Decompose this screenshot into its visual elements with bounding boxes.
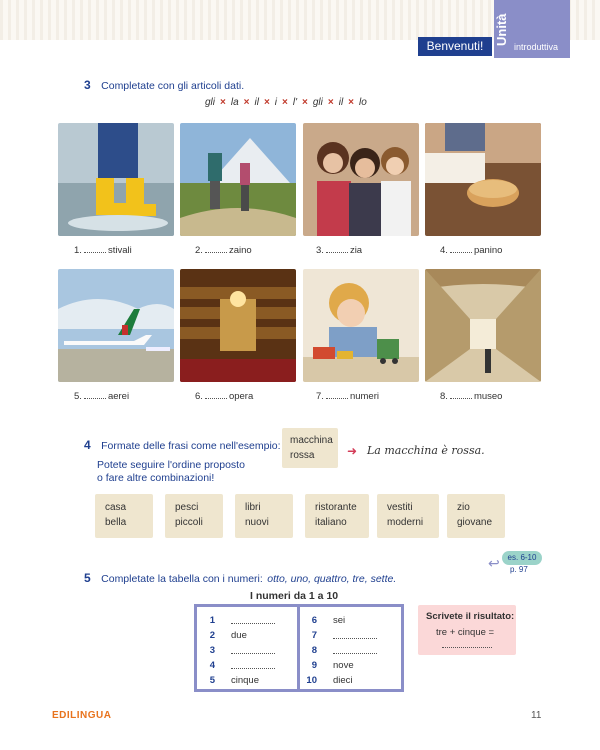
blank-line xyxy=(333,645,377,654)
word-card: ristorante italiano xyxy=(305,494,369,538)
separator: × xyxy=(263,97,270,108)
note-title: Scrivete il risultato: xyxy=(426,611,515,622)
table-title: I numeri da 1 a 10 xyxy=(250,590,339,602)
article: la xyxy=(230,97,239,108)
table-row: 6 sei xyxy=(311,615,346,626)
exercise-words: otto, uno, quattro, tre, sette. xyxy=(267,573,397,585)
table-column-right xyxy=(303,613,393,688)
word-card: zio giovane xyxy=(447,494,505,538)
article: gli xyxy=(312,97,323,108)
table-column-left xyxy=(201,613,291,688)
exercise-number: 4 xyxy=(84,438,91,452)
word-card: casa bella xyxy=(95,494,153,538)
numbers-table xyxy=(194,604,404,692)
example-card: macchina rossa xyxy=(282,428,338,468)
blank-line xyxy=(231,645,275,654)
word-card: vestiti moderni xyxy=(377,494,439,538)
exercise-3-title xyxy=(84,76,244,94)
exercise-number: 3 xyxy=(84,78,91,92)
separator: × xyxy=(348,97,355,108)
exercise-4-title xyxy=(84,436,281,454)
article: il xyxy=(254,97,259,108)
publisher-logo: EDILINGUA xyxy=(52,710,112,721)
exercise-4-hint-1: Potete seguire l'ordine proposto xyxy=(97,459,245,471)
photo-family xyxy=(303,123,419,236)
blank-line xyxy=(442,647,492,648)
reference-page: p. 97 xyxy=(510,565,528,574)
separator: × xyxy=(282,97,288,108)
table-row: 9 nove xyxy=(311,660,354,671)
table-row: 7 xyxy=(303,628,393,643)
article: l' xyxy=(292,97,298,108)
section-tag: Benvenuti! xyxy=(418,37,492,56)
caption-4: 4. panino xyxy=(440,245,503,256)
table-row: 10 dieci xyxy=(306,675,353,686)
table-row: 8 xyxy=(303,643,393,658)
result-note xyxy=(418,605,516,655)
photo-boots xyxy=(58,123,174,236)
article: il xyxy=(338,97,344,108)
table-row: 4 xyxy=(201,658,291,673)
reference-arrow-icon: ↩ xyxy=(488,555,500,571)
separator: × xyxy=(243,97,250,108)
arrow-icon: ➜ xyxy=(347,444,358,458)
article-list xyxy=(205,97,367,108)
caption-5: 5. aerei xyxy=(74,391,130,402)
article: i xyxy=(274,97,278,108)
exercise-5-title xyxy=(84,569,396,587)
note-expression: tre + cinque = xyxy=(436,627,495,638)
caption-6: 6. opera xyxy=(195,391,254,402)
exercise-instruction: Completate la tabella con i numeri: xyxy=(101,573,263,585)
caption-3: 3. zia xyxy=(316,245,363,256)
reference-badge: es. 6-10 xyxy=(502,551,542,565)
caption-2: 2. zaino xyxy=(195,245,252,256)
table-row: 3 xyxy=(201,643,291,658)
separator: × xyxy=(302,97,308,108)
exercise-instruction: Completate con gli articoli dati. xyxy=(101,80,245,92)
photo-planes xyxy=(58,269,174,382)
caption-8: 8. museo xyxy=(440,391,503,402)
table-row: 5 cinque xyxy=(209,675,259,686)
word-card: pesci piccoli xyxy=(165,494,223,538)
table-row: 2 due xyxy=(209,630,247,641)
exercise-4-hint-2: o fare altre combinazioni! xyxy=(97,472,215,484)
page-number: 11 xyxy=(531,710,542,721)
table-row: 1 xyxy=(201,613,291,628)
caption-1: 1. stivali xyxy=(74,245,132,256)
photo-hikers xyxy=(180,123,296,236)
separator: × xyxy=(220,97,226,108)
example-answer: La macchina è rossa. xyxy=(367,444,485,457)
blank-line xyxy=(231,660,275,669)
word-card: libri nuovi xyxy=(235,494,293,538)
blank-line xyxy=(231,615,275,624)
caption-7: 7. numeri xyxy=(316,391,379,402)
photo-museum xyxy=(425,269,541,382)
article: gli xyxy=(205,97,216,108)
unit-label: Unità xyxy=(494,13,509,47)
photo-panino xyxy=(425,123,541,236)
photo-child-toys xyxy=(303,269,419,382)
unit-sublabel: introduttiva xyxy=(514,42,559,52)
article: lo xyxy=(359,97,367,108)
exercise-number: 5 xyxy=(84,571,91,585)
exercise-instruction: Formate delle frasi come nell'esempio: xyxy=(101,440,281,452)
blank-line xyxy=(333,630,377,639)
separator: × xyxy=(327,97,334,108)
photo-opera-house xyxy=(180,269,296,382)
table-divider xyxy=(297,607,300,689)
